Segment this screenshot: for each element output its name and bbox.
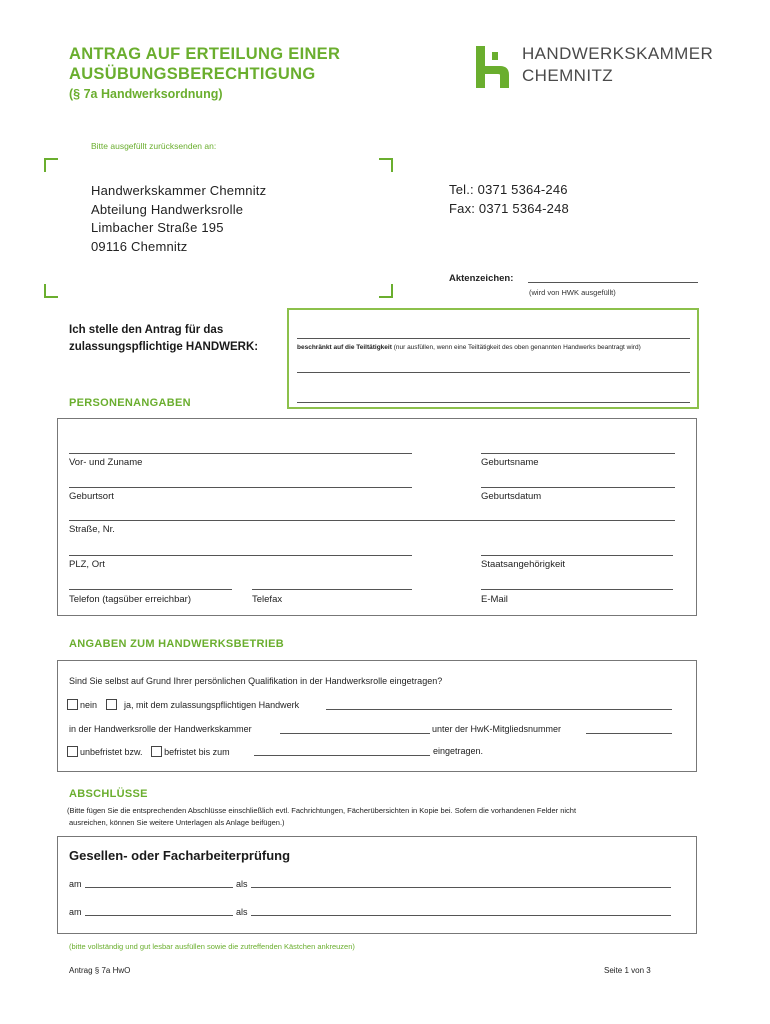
birth-name-field[interactable] xyxy=(481,453,675,454)
degrees-note-line-2: ausreichen, können Sie weitere Unterlagen als Anlage beifügen.) xyxy=(69,818,285,827)
zip-city-field[interactable] xyxy=(69,555,412,556)
nationality-label: Staatsangehörigkeit xyxy=(481,559,565,570)
nationality-field[interactable] xyxy=(481,555,673,556)
subtrade-field-1[interactable] xyxy=(297,372,690,373)
member-no-field[interactable] xyxy=(586,733,672,734)
checkbox-unlimited[interactable] xyxy=(67,746,78,757)
address-line: Abteilung Handwerksrolle xyxy=(91,201,244,217)
trade-field[interactable] xyxy=(297,338,690,339)
personal-heading: PERSONENANGABEN xyxy=(69,397,191,409)
checkbox-limited[interactable] xyxy=(151,746,162,757)
address-line: Handwerkskammer Chemnitz xyxy=(91,183,267,198)
checkbox-yes[interactable] xyxy=(106,699,117,710)
logo-line-2: CHEMNITZ xyxy=(522,66,614,85)
corner-mark-tl xyxy=(44,158,58,172)
restricted-label xyxy=(297,344,641,351)
degrees-note-line-1: (Bitte fügen Sie die entsprechenden Abschlüsse einschließlich evtl. Fachrichtungen, Fächerübersichten in Kopie bei. Sofern die vorhandenen Felder nicht xyxy=(67,806,577,815)
title-line-1: ANTRAG AUF ERTEILUNG EINER xyxy=(69,45,341,63)
aktenzeichen-field[interactable] xyxy=(528,282,698,283)
exam-date-field-1[interactable] xyxy=(85,887,233,888)
tel-number: Tel.: 0371 5364-246 xyxy=(449,182,568,197)
exam-als-label-1: als xyxy=(236,879,248,889)
phone-label: Telefon (tagsüber erreichbar) xyxy=(69,594,191,605)
exam-als-label-2: als xyxy=(236,907,248,917)
business-heading: ANGABEN ZUM HANDWERKSBETRIEB xyxy=(69,638,284,650)
corner-mark-tr xyxy=(379,158,393,172)
application-label-line-2: zulassungspflichtige HANDWERK: xyxy=(69,341,259,353)
limited-until-field[interactable] xyxy=(254,755,430,756)
email-label: E-Mail xyxy=(481,594,508,605)
contact-block xyxy=(449,180,569,218)
address-line: 09116 Chemnitz xyxy=(91,238,188,254)
registered-trade-field[interactable] xyxy=(326,709,672,710)
business-question: Sind Sie selbst auf Grund Ihrer persönlichen Qualifikation in der Handwerksrolle eingetragen? xyxy=(69,676,443,686)
limited-label: befristet bis zum xyxy=(164,747,230,757)
business-row-1 xyxy=(67,699,299,710)
document-title xyxy=(69,44,340,84)
hwk-logo-icon xyxy=(476,46,512,88)
chamber-prefix: in der Handwerksrolle der Handwerkskammer xyxy=(69,724,252,734)
no-label: nein xyxy=(80,700,98,710)
restricted-note: (nur ausfüllen, wenn eine Teiltätigkeit des oben genannten Handwerks beantragt wird) xyxy=(393,344,641,351)
business-row-3 xyxy=(67,746,230,757)
phone-field[interactable] xyxy=(69,589,232,590)
subtrade-field-2[interactable] xyxy=(297,402,690,403)
birth-date-label: Geburtsdatum xyxy=(481,491,542,502)
exam-title-field-1[interactable] xyxy=(251,887,671,888)
chamber-field[interactable] xyxy=(280,733,430,734)
application-label-line-1: Ich stelle den Antrag für das xyxy=(69,324,224,336)
street-label: Straße, Nr. xyxy=(69,524,115,535)
address-line: Limbacher Straße 195 xyxy=(91,220,224,235)
corner-mark-br xyxy=(379,284,393,298)
footer-left: Antrag § 7a HwO xyxy=(69,966,131,975)
return-note: Bitte ausgefüllt zurücksenden an: xyxy=(91,141,217,151)
corner-mark-bl xyxy=(44,284,58,298)
footer-page: Seite 1 von 3 xyxy=(604,966,651,975)
document-subtitle: (§ 7a Handwerksordnung) xyxy=(69,87,223,101)
exam-title-field-2[interactable] xyxy=(251,915,671,916)
name-label: Vor- und Zuname xyxy=(69,457,143,468)
street-field[interactable] xyxy=(69,520,675,521)
birth-name-label: Geburtsname xyxy=(481,457,539,468)
hwk-logo-text xyxy=(522,43,713,87)
telefax-label: Telefax xyxy=(252,594,283,605)
exam-date-field-2[interactable] xyxy=(85,915,233,916)
yes-label: ja, mit dem zulassungspflichtigen Handwerk xyxy=(124,700,300,710)
zip-city-label: PLZ, Ort xyxy=(69,559,105,570)
unlimited-label: unbefristet bzw. xyxy=(80,747,143,757)
restricted-bold: beschränkt auf die Teiltätigkeit xyxy=(297,344,392,351)
birth-place-field[interactable] xyxy=(69,487,412,488)
aktenzeichen-label: Aktenzeichen: xyxy=(449,273,514,284)
exam-am-label-2: am xyxy=(69,907,82,917)
birth-date-field[interactable] xyxy=(481,487,675,488)
logo-line-1: HANDWERKSKAMMER xyxy=(522,44,714,63)
personal-box xyxy=(57,418,697,616)
exam-title: Gesellen- oder Facharbeiterprüfung xyxy=(69,848,291,863)
application-label xyxy=(69,322,258,356)
aktenzeichen-note: (wird von HWK ausgefüllt) xyxy=(529,288,616,297)
trade-box xyxy=(287,308,699,409)
fax-number: Fax: 0371 5364-248 xyxy=(449,201,569,216)
title-line-2: AUSÜBUNGSBERECHTIGUNG xyxy=(69,65,316,83)
degrees-heading: ABSCHLÜSSE xyxy=(69,788,148,800)
member-no-label: unter der HwK-Mitgliedsnummer xyxy=(432,724,562,734)
exam-am-label-1: am xyxy=(69,879,82,889)
name-field[interactable] xyxy=(69,453,412,454)
footer-note: (bitte vollständig und gut lesbar ausfüllen sowie die zutreffenden Kästchen ankreuzen) xyxy=(69,942,355,951)
registered-label: eingetragen. xyxy=(433,746,484,756)
degrees-note xyxy=(67,805,576,829)
birth-place-label: Geburtsort xyxy=(69,491,114,502)
email-field[interactable] xyxy=(481,589,673,590)
recipient-address xyxy=(91,182,266,256)
telefax-field[interactable] xyxy=(252,589,412,590)
checkbox-no[interactable] xyxy=(67,699,78,710)
